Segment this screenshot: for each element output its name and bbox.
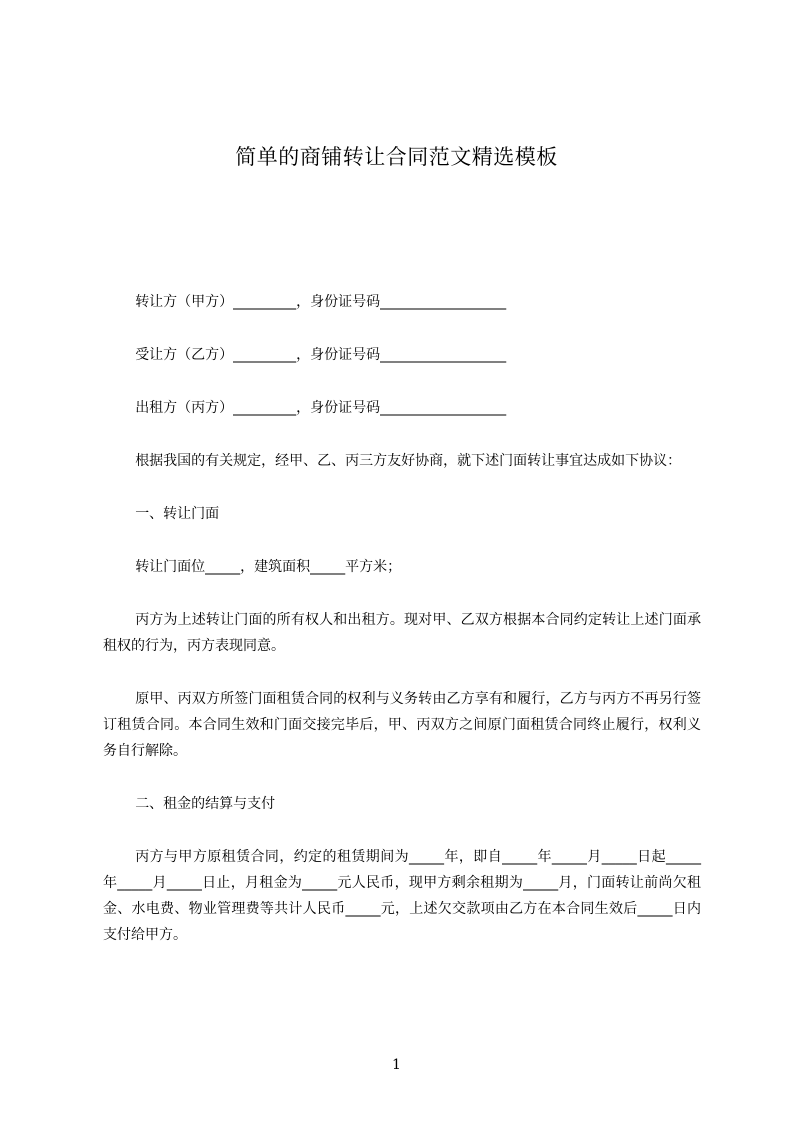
section-1-paragraph: 原甲、丙双方所签门面租赁合同的权利与义务转由乙方享有和履行，乙方与丙方不再另行签订租赁合同。本合同生效和门面交接完毕后，甲、丙双方之间原门面租赁合同终止履行，权利义务自行解除。 bbox=[103, 691, 701, 759]
section-2-paragraph: 丙方与甲方原租赁合同，约定的租赁期间为_____年，即自_____年_____月_____日起_____年_____月_____日止，月租金为_____元人民币，现甲方剩余租期为_____月，门面转让前尚欠租金、水电费、物业管理费等共计人民币_____元，上述欠交款项由乙方在本合同生效后_____日内支付给甲方。 bbox=[103, 849, 701, 943]
section-1-heading: 一、转让门面 bbox=[135, 506, 220, 522]
page-number: 1 bbox=[392, 1057, 401, 1073]
section-1-paragraph: 丙方为上述转让门面的所有权人和出租方。现对甲、乙双方根据本合同约定转让上述门面承租权的行为，丙方表现同意。 bbox=[103, 612, 701, 654]
party-transferee-line: 受让方（乙方）_________，身份证号码__________________ bbox=[135, 347, 507, 363]
document-body bbox=[103, 289, 701, 948]
document-title: 简单的商铺转让合同范文精选模板 bbox=[235, 145, 558, 169]
section-2-heading: 二、租金的结算与支付 bbox=[135, 796, 276, 812]
party-lessor-line: 出租方（丙方）_________，身份证号码__________________ bbox=[135, 400, 507, 416]
section-1-paragraph: 转让门面位_____，建筑面积_____平方米； bbox=[135, 559, 402, 575]
intro-paragraph: 根据我国的有关规定，经甲、乙、丙三方友好协商，就下述门面转让事宜达成如下协议： bbox=[135, 453, 682, 469]
party-transferor-line: 转让方（甲方）_________，身份证号码__________________ bbox=[135, 294, 507, 310]
